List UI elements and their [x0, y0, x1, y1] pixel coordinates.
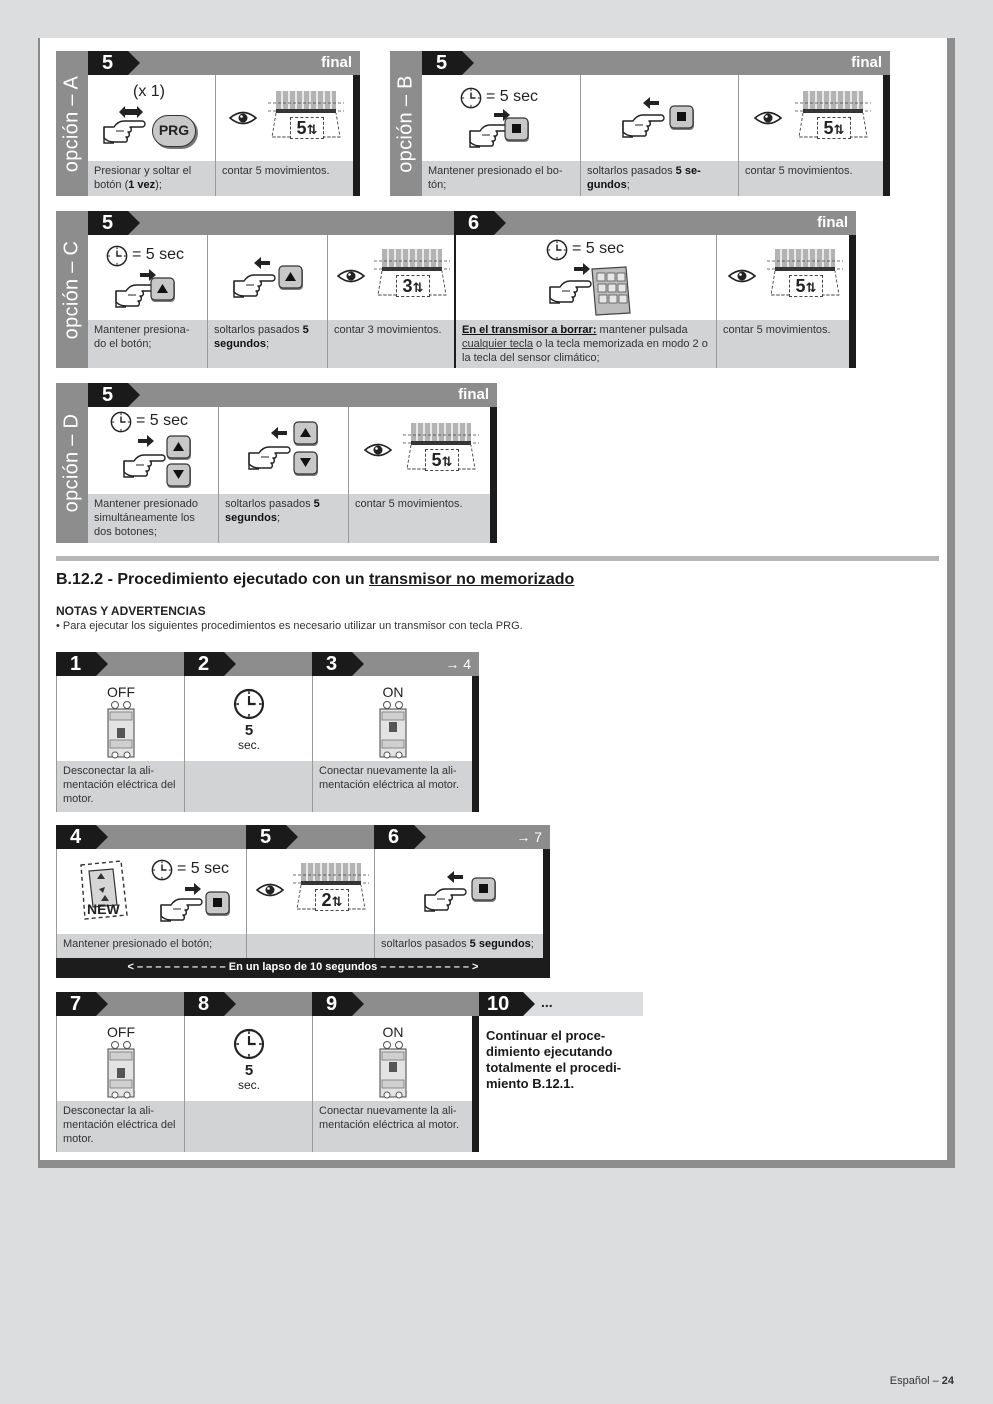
hand-icon [548, 277, 592, 307]
clock-icon [546, 239, 568, 261]
option-a-cell-prg [88, 75, 215, 161]
final-label: final [851, 54, 882, 71]
up-button-icon [166, 435, 192, 461]
option-d-header [88, 383, 497, 407]
clock-icon [460, 87, 482, 109]
up-button-icon [293, 421, 319, 447]
final-label: final [458, 386, 489, 403]
notes-text: • Para ejecutar los siguientes procedimientos es necesario utilizar un transmisor con tecla PRG. [56, 620, 523, 632]
seq3-caption-7: Desconectar la ali-mentación eléctrica del motor. [56, 1101, 184, 1152]
section-divider [56, 556, 939, 561]
hand-icon [159, 895, 203, 925]
right-edge [849, 235, 856, 368]
step-number: 7 [56, 992, 96, 1016]
arrow-left-icon [643, 97, 659, 109]
option-d-label: opción – D [56, 383, 88, 543]
option-b-caption-2: soltarlos pasados 5 se-gundos; [580, 161, 738, 196]
step-number: 1 [56, 652, 96, 676]
breaker-off-icon [105, 1040, 137, 1100]
stop-button-icon [669, 105, 695, 131]
option-c-label: opción – C [56, 211, 88, 368]
sequence-3 [56, 992, 646, 1152]
off-label: OFF [107, 684, 135, 700]
count-label: 5⇅ [425, 449, 459, 471]
breaker-on-icon [377, 700, 409, 760]
wait-seconds: 5 [244, 1062, 254, 1079]
step-number: 6 [374, 825, 414, 849]
option-a-caption-1: Presionar y soltar el botón (1 vez); [88, 161, 215, 196]
option-d-caption-1: Mantener presionado simultáneamente los dos botones; [88, 494, 218, 543]
notes-heading: NOTAS Y ADVERTENCIAS [56, 604, 206, 618]
seq2-caption-4: Mantener presionado el botón; [56, 934, 246, 958]
hand-icon [247, 443, 291, 473]
step-arrow [523, 992, 535, 1016]
on-label: ON [382, 1024, 404, 1040]
option-c-cell-release [207, 235, 327, 320]
seq2-header [56, 825, 550, 849]
time-window-bar: < – – – – – – – – – – En un lapso de 10 segundos – – – – – – – – – – > [56, 958, 550, 978]
eye-icon [255, 881, 285, 899]
step-number: 10 [479, 992, 523, 1016]
hold-label: = 5 sec [136, 412, 189, 429]
option-c-cell-hold [88, 235, 207, 320]
arrow-right-icon [185, 883, 201, 895]
seconds-unit: sec. [237, 1078, 260, 1092]
step-number: 5 [88, 51, 128, 75]
step-number: 3 [312, 652, 352, 676]
seq2-caption-5 [246, 934, 374, 958]
hold-label: = 5 sec [177, 860, 230, 877]
option-d-caption-3: contar 5 movimientos. [348, 494, 490, 543]
seq1-header [56, 652, 479, 676]
stop-button-icon [504, 117, 530, 143]
seq3-cell-on [312, 1016, 472, 1101]
keypad-icon [586, 265, 632, 317]
seq1-cell-wait [184, 676, 312, 761]
clock-icon [233, 1028, 265, 1060]
continue-text: Continuar el proce-dimiento ejecutando totalmente el procedi-miento B.12.1. [486, 1028, 622, 1091]
count-label: 2⇅ [315, 889, 349, 911]
option-d-panel [56, 383, 497, 543]
times-label: (x 1) [133, 83, 165, 100]
hand-icon [122, 451, 166, 481]
option-a-panel [56, 51, 360, 196]
step-number: 5 [246, 825, 286, 849]
right-edge [543, 849, 550, 960]
option-d-cell-release [218, 407, 348, 494]
arrow-right-icon [138, 435, 154, 447]
seq1-cell-on [312, 676, 472, 761]
step-10-header [479, 992, 643, 1016]
eye-icon [336, 267, 366, 285]
final-label: final [321, 54, 352, 71]
option-c-cell-transmitter [454, 235, 716, 320]
option-d-cell-count [348, 407, 490, 494]
option-a-caption-2: contar 5 movimientos. [215, 161, 353, 196]
option-a-cell-count [215, 75, 353, 161]
step-number: 9 [312, 992, 352, 1016]
page-footer: Español – 24 [889, 1375, 954, 1387]
hand-icon [232, 271, 276, 301]
option-c-header [88, 211, 856, 235]
continue-dots: ... [541, 994, 553, 1010]
count-label: 3⇅ [396, 275, 430, 297]
sequence-1 [56, 652, 479, 812]
option-a-label: opción – A [56, 51, 88, 196]
next-step-label: → 4 [445, 656, 471, 672]
stop-button-icon [471, 877, 497, 903]
off-label: OFF [107, 1024, 135, 1040]
eye-icon [727, 267, 757, 285]
option-b-cell-hold [422, 75, 580, 161]
option-c-cell-count [327, 235, 454, 320]
seconds-unit: sec. [237, 738, 260, 752]
right-edge [353, 75, 360, 196]
option-c-panel [56, 211, 856, 368]
arrow-left-icon [447, 871, 463, 883]
breaker-off-icon [105, 700, 137, 760]
section-title: B.12.2 - Procedimiento ejecutado con un transmisor no memorizado [56, 571, 575, 588]
option-c-caption-3: contar 3 movimientos. [327, 320, 454, 368]
option-b-label: opción – B [390, 51, 422, 196]
seq2-cell-count [246, 849, 374, 934]
seq2-caption-6: soltarlos pasados 5 segundos; [374, 934, 543, 958]
step-number: 8 [184, 992, 224, 1016]
step-number: 5 [422, 51, 462, 75]
up-button-icon [278, 265, 304, 291]
eye-icon [228, 109, 258, 127]
new-label: NEW [87, 901, 120, 917]
option-c-caption-4: En el transmisor a borrar: mantener pulsada cualquier tecla o la tecla memorizada en modo 2 o la tecla del sensor climático; [454, 320, 716, 368]
seq1-cell-off [56, 676, 184, 761]
option-a-header [88, 51, 360, 75]
hold-label: = 5 sec [572, 240, 625, 257]
step-number: 2 [184, 652, 224, 676]
down-button-icon [293, 451, 319, 477]
right-edge [490, 407, 497, 543]
hand-icon [423, 885, 467, 915]
step-number: 4 [56, 825, 96, 849]
hold-label: = 5 sec [132, 246, 185, 263]
up-button-icon [150, 277, 176, 303]
eye-icon [753, 109, 783, 127]
clock-icon [106, 245, 128, 267]
seq2-cell-new [56, 849, 246, 934]
eye-icon [363, 441, 393, 459]
right-edge [472, 1016, 479, 1152]
count-label: 5⇅ [290, 117, 324, 139]
option-d-caption-2: soltarlos pasados 5 segundos; [218, 494, 348, 543]
clock-icon [151, 859, 173, 881]
sequence-2 [56, 825, 550, 978]
option-c-caption-1: Mantener presiona-do el botón; [88, 320, 207, 368]
hand-icon [621, 111, 665, 141]
seq3-caption-8 [184, 1101, 312, 1152]
right-edge [472, 676, 479, 812]
seq3-caption-9: Conectar nuevamente la ali-mentación eléctrica al motor. [312, 1101, 472, 1152]
option-c-caption-5: contar 5 movimientos. [716, 320, 849, 368]
breaker-on-icon [377, 1040, 409, 1100]
seq2-cell-release [374, 849, 543, 934]
step-number: 5 [88, 211, 128, 235]
wait-seconds: 5 [244, 722, 254, 739]
option-b-header [422, 51, 890, 75]
option-b-cell-release [580, 75, 738, 161]
page-sheet [38, 38, 955, 1168]
hold-label: = 5 sec [486, 88, 539, 105]
stop-button-icon [205, 891, 231, 917]
prg-button: PRG [152, 115, 196, 147]
down-button-icon [166, 463, 192, 489]
next-step-label: → 7 [516, 829, 542, 845]
seq3-cell-wait [184, 1016, 312, 1101]
step-number: 5 [88, 383, 128, 407]
hand-icon [102, 117, 146, 147]
step-number: 6 [454, 211, 494, 235]
seq3-cell-off [56, 1016, 184, 1101]
seq1-caption-2 [184, 761, 312, 812]
clock-icon [233, 688, 265, 720]
final-label: final [817, 214, 848, 231]
option-b-caption-1: Mantener presionado el bo-tón; [422, 161, 580, 196]
clock-icon [110, 411, 132, 433]
option-c-cell-count-final [716, 235, 849, 320]
seq1-caption-3: Conectar nuevamente la ali-mentación eléctrica al motor. [312, 761, 472, 812]
seq3-header [56, 992, 479, 1016]
option-b-panel [390, 51, 890, 196]
arrow-left-icon [271, 427, 287, 439]
count-label: 5⇅ [789, 275, 823, 297]
count-label: 5⇅ [817, 117, 851, 139]
on-label: ON [382, 684, 404, 700]
option-b-caption-3: contar 5 movimientos. [738, 161, 883, 196]
option-b-cell-count [738, 75, 883, 161]
arrow-left-icon [254, 257, 270, 269]
option-d-cell-hold [88, 407, 218, 494]
right-edge [883, 75, 890, 196]
seq1-caption-1: Desconectar la ali-mentación eléctrica del motor. [56, 761, 184, 812]
option-c-caption-2: soltarlos pasados 5 segundos; [207, 320, 327, 368]
